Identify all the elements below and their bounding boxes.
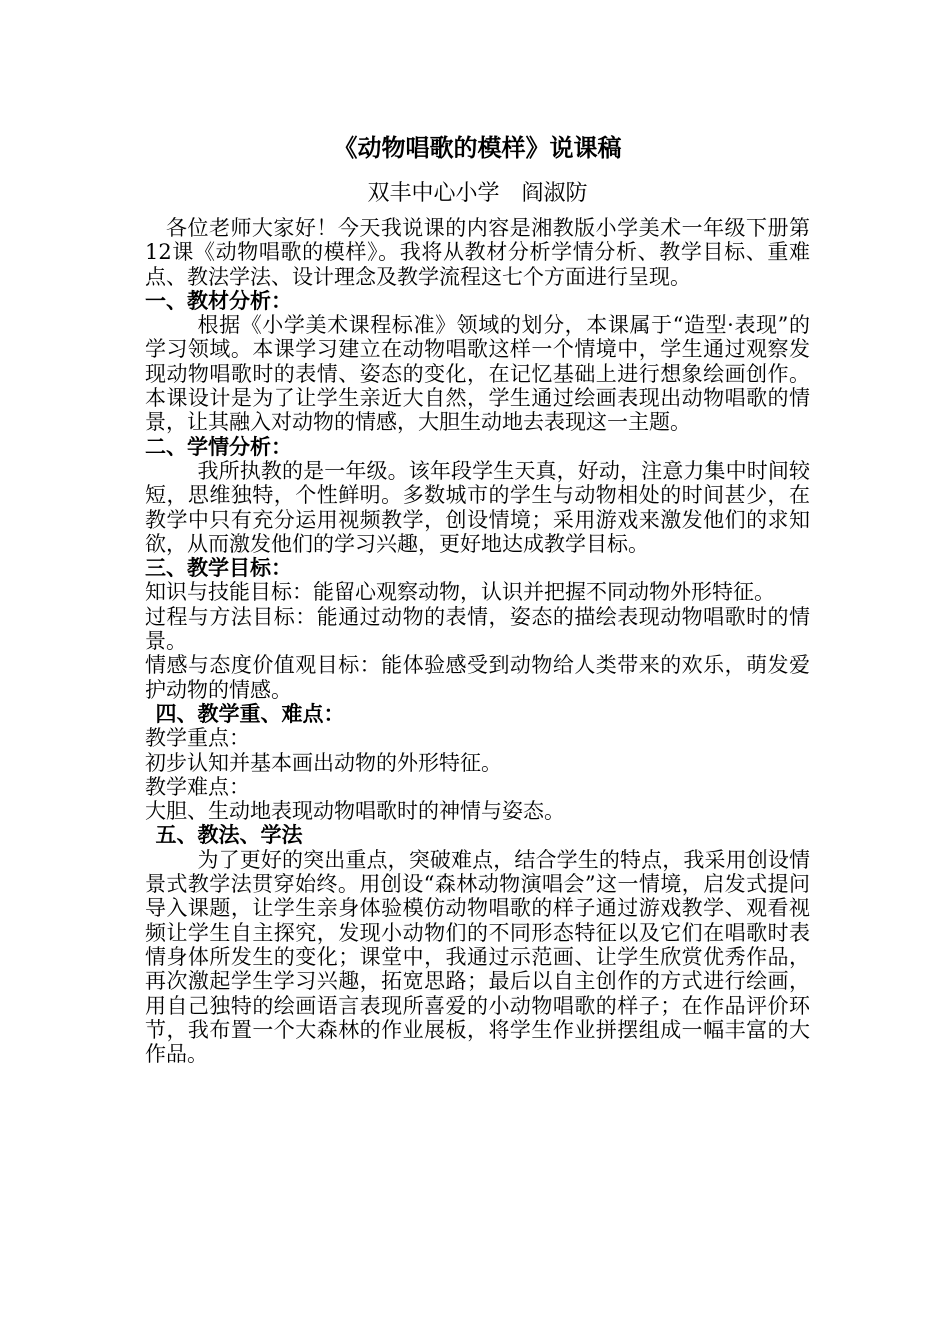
key-point-text: 初步认知并基本画出动物的外形特征。 — [145, 750, 502, 775]
section-heading-teaching-goals: 三、教学目标： — [145, 555, 292, 581]
key-point-label: 教学重点： — [145, 726, 250, 751]
intro-paragraph: 各位老师大家好！今天我说课的内容是湘教版小学美术一年级下册第12课《动物唱歌的模样》。我将从教材分析学情分析、教学目标、重难点、教法学法、设计理念及教学流程这七个方面进行呈现。 — [145, 216, 810, 289]
section-heading-teaching-methods: 五、教法、学法 — [155, 822, 303, 848]
section-heading-key-difficult-points: 四、教学重、难点： — [155, 700, 345, 726]
goal-emotion-values: 情感与态度价值观目标：能体验感受到动物给人类带来的欢乐，萌发爱护动物的情感。 — [145, 653, 810, 702]
difficult-point-label: 教学难点： — [145, 774, 250, 799]
author-line: 双丰中心小学 阎淑防 — [367, 181, 588, 206]
teaching-methods-paragraph: 为了更好的突出重点，突破难点，结合学生的特点，我采用创设情景式教学法贯穿始终。用创设“森林动物演唱会”这一情境，启发式提问导入课题，让学生亲身体验模仿动物唱歌的样子通过游戏教学、观看视频让学生自主探究，发现小动物们的不同形态特征以及它们在唱歌时表情身体所发生的变化；课堂中，我通过示范画、让学生欣赏优秀作品，再次激起学生学习兴趣，拓宽思路；最后以自主创作的方式进行绘画，用自己独特的绘画语言表现所喜爱的小动物唱歌的样子；在作品评价环节，我布置一个大森林的作业展板，将学生作业拼摆组成一幅丰富的大作品。 — [145, 847, 810, 1067]
textbook-analysis-paragraph: 根据《小学美术课程标准》领域的划分，本课属于“造型·表现”的学习领域。本课学习建立在动物唱歌这样一个情境中，学生通过观察发现动物唱歌时的表情、姿态的变化，在记忆基础上进行想象绘画创作。本课设计是为了让学生亲近大自然，学生通过绘画表现出动物唱歌的情景，让其融入对动物的情感，大胆生动地去表现这一主题。 — [145, 313, 810, 435]
section-heading-student-analysis: 二、学情分析： — [145, 433, 292, 459]
document-title: 《动物唱歌的模样》说课稿 — [333, 133, 622, 162]
section-heading-textbook-analysis: 一、教材分析： — [145, 287, 292, 313]
goal-knowledge-skills: 知识与技能目标：能留心观察动物，认识并把握不同动物外形特征。 — [145, 580, 775, 605]
student-analysis-paragraph: 我所执教的是一年级。该年段学生天真，好动，注意力集中时间较短，思维独特，个性鲜明。多数城市的学生与动物相处的时间甚少，在教学中只有充分运用视频教学，创设情境；采用游戏来激发他们的求知欲，从而激发他们的学习兴趣，更好地达成教学目标。 — [145, 458, 810, 556]
difficult-point-text: 大胆、生动地表现动物唱歌时的神情与姿态。 — [145, 799, 565, 824]
document-page — [145, 130, 810, 1066]
goal-process-methods: 过程与方法目标：能通过动物的表情，姿态的描绘表现动物唱歌时的情景。 — [145, 604, 810, 654]
